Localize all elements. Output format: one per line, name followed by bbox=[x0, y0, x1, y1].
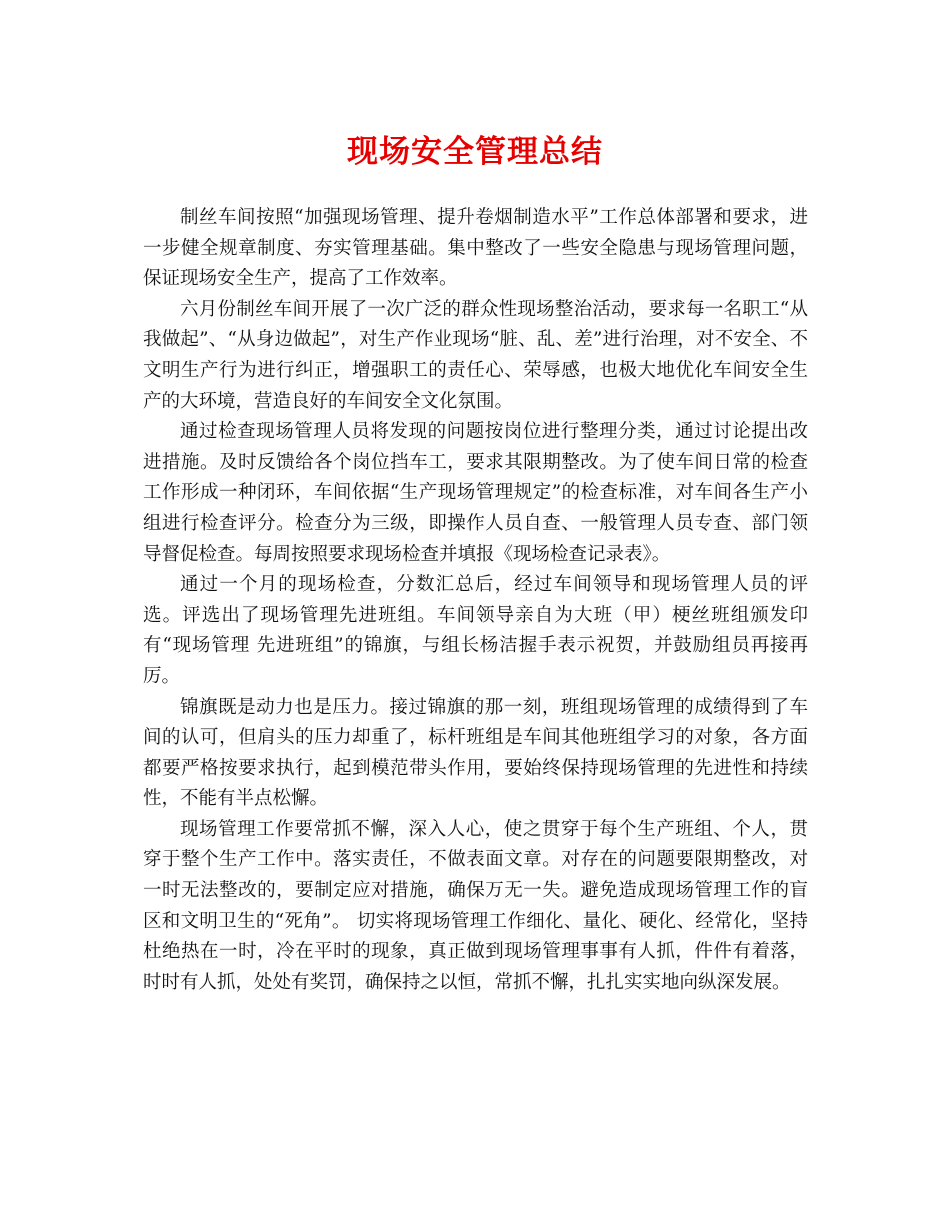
paragraph-4: 通过一个月的现场检查，分数汇总后，经过车间领导和现场管理人员的评选。评选出了现场管理先进班组。车间领导亲自为大班（甲）梗丝班组颁发印有“现场管理 先进班组”的锦旗，与组长杨洁握手表示祝贺，并鼓励组员再接再厉。 bbox=[143, 574, 808, 687]
paragraph-2: 六月份制丝车间开展了一次广泛的群众性现场整治活动，要求每一名职工“从我做起”、“从身边做起”，对生产作业现场“脏、乱、差”进行治理，对不安全、不文明生产行为进行纠正，增强职工的责任心、荣辱感，也极大地优化车间安全生产的大环境，营造良好的车间安全文化氛围。 bbox=[143, 298, 808, 412]
paragraph-3: 通过检查现场管理人员将发现的问题按岗位进行整理分类，通过讨论提出改进措施。及时反馈给各个岗位挡车工，要求其限期整改。为了使车间日常的检查工作形成一种闭环，车间依据“生产现场管理规定”的检查标准，对车间各生产小组进行检查评分。检查分为三级，即操作人员自查、一般管理人员专查、部门领导督促检查。每周按照要求现场检查并填报《现场检查记录表》。 bbox=[143, 421, 808, 565]
paragraph-1: 制丝车间按照“加强现场管理、提升卷烟制造水平”工作总体部署和要求，进一步健全规章制度、夯实管理基础。集中整改了一些安全隐患与现场管理问题，保证现场安全生产，提高了工作效率。 bbox=[143, 207, 808, 290]
document-body bbox=[143, 203, 808, 998]
paragraph-5: 锦旗既是动力也是压力。接过锦旗的那一刻，班组现场管理的成绩得到了车间的认可，但肩头的压力却重了，标杆班组是车间其他班组学习的对象，各方面都要严格按要求执行，起到模范带头作用，要始终保持现场管理的先进性和持续性，不能有半点松懈。 bbox=[143, 696, 808, 810]
paragraph-6: 现场管理工作要常抓不懈，深入人心，使之贯穿于每个生产班组、个人，贯穿于整个生产工作中。落实责任，不做表面文章。对存在的问题要限期整改，对一时无法整改的，要制定应对措施，确保万无一失。避免造成现场管理工作的盲区和文明卫生的“死角”。 切实将现场管理工作细化、量化、硬化、经常化，坚持杜绝热在一时，冷在平时的现象，真正做到现场管理事事有人抓，件件有着落，时时有人抓，处处有奖罚，确保持之以恒，常抓不懈，扎扎实实地向纵深发展。 bbox=[143, 818, 808, 993]
document-title: 现场安全管理总结 bbox=[347, 134, 603, 170]
